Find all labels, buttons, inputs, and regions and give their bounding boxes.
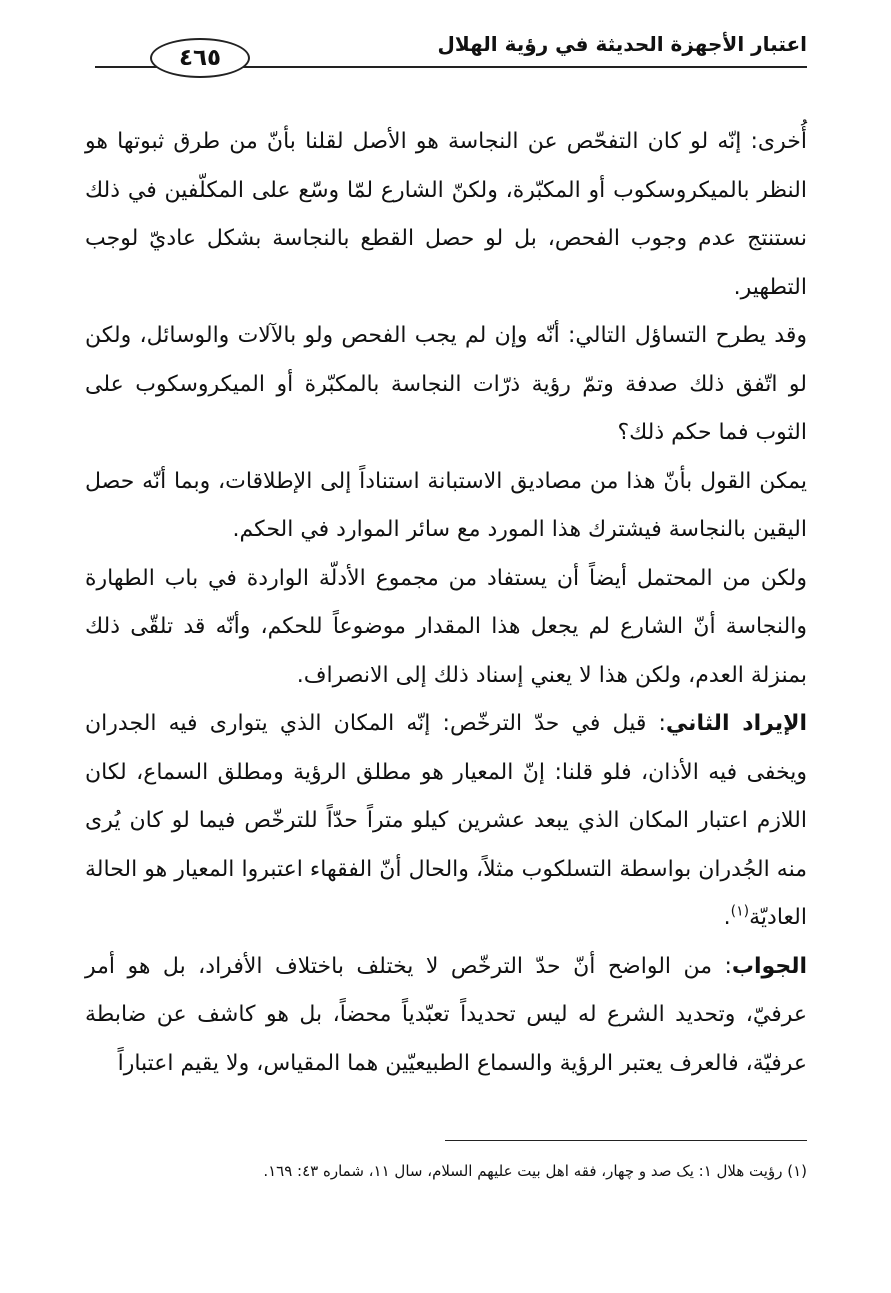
paragraph-lead: الإيراد الثاني [665, 711, 807, 736]
paragraph-text: يمكن القول بأنّ هذا من مصاديق الاستبانة استناداً إلى الإطلاقات، وبما أنّه حصل اليقين بالنجاسة فيشترك هذا المورد مع سائر الموارد في الحكم. [85, 468, 807, 542]
running-title: اعتبار الأجهزة الحديثة في رؤية الهلال [437, 32, 807, 56]
paragraph-text: : قيل في حدّ الترخّص: إنّه المكان الذي يتوارى فيه الجدران ويخفى فيه الأذان، فلو قلنا: إنّ المعيار هو مطلق الرؤية ومطلق السماع، لكان اللازم اعتبار المكان الذي يبعد عشرين كيلو متراً حدّاً للترخّص فيما لو كان يُرى منه الجُدران بواسطة التسلكوب مثلاً، والحال أنّ الفقهاء اعتبروا المعيار هو الحالة العاديّة [85, 711, 807, 930]
paragraph-5 [85, 700, 807, 943]
footnote-rule [445, 1140, 807, 1141]
paragraph-lead: الجواب [731, 953, 807, 979]
paragraph-6 [85, 943, 807, 1089]
paragraph-tail: . [723, 905, 731, 930]
footnote: (١) رؤيت هلال ١: يک صد و چهار، فقه اهل بيت عليهم السلام، سال ١١، شماره ٤٣: ١٦٩. [263, 1162, 807, 1180]
paragraph-3 [85, 458, 807, 555]
page-header [95, 30, 807, 74]
paragraph-text: وقد يطرح التساؤل التالي: أنّه وإن لم يجب الفحص ولو بالآلات والوسائل، ولكن لو اتّفق ذلك صدفة وتمّ رؤية ذرّات النجاسة بالمكبّرة أو الميكروسكوب على الثوب فما حكم ذلك؟ [85, 323, 807, 445]
paragraph-text: : من الواضح أنّ حدّ الترخّص لا يختلف باختلاف الأفراد، بل هو أمر عرفيّ، وتحديد الشرع له ليس تحديداً تعبّدياً محضاً، بل هو كاشف عن ضابطة عرفيّة، فالعرف يعتبر الرؤية والسماع الطبيعيّين هما المقياس، ولا يقيم اعتباراً [85, 953, 807, 1076]
footnote-reference[interactable]: (١) [730, 903, 750, 920]
body-text [85, 118, 807, 1088]
page-number: ٤٦٥ [150, 38, 250, 78]
paragraph-text: أُخرى: إنّه لو كان التفحّص عن النجاسة هو الأصل لقلنا بأنّ من طرق ثبوتها هو النظر بالميكروسكوب أو المكبّرة، ولكنّ الشارع لمّا وسّع على المكلّفين في ذلك نستنتج عدم وجوب الفحص، بل لو حصل القطع بالنجاسة بشكل عاديّ لوجب التطهير. [85, 129, 807, 300]
paragraph-4 [85, 555, 807, 701]
paragraph-1 [85, 118, 807, 312]
paragraph-text: ولكن من المحتمل أيضاً أن يستفاد من مجموع الأدلّة الواردة في باب الطهارة والنجاسة أنّ الشارع لم يجعل هذا المقدار موضوعاً للحكم، وأنّه قد تلقّى ذلك بمنزلة العدم، ولكن هذا لا يعني إسناد ذلك إلى الانصراف. [85, 565, 807, 688]
paragraph-2 [85, 312, 807, 458]
